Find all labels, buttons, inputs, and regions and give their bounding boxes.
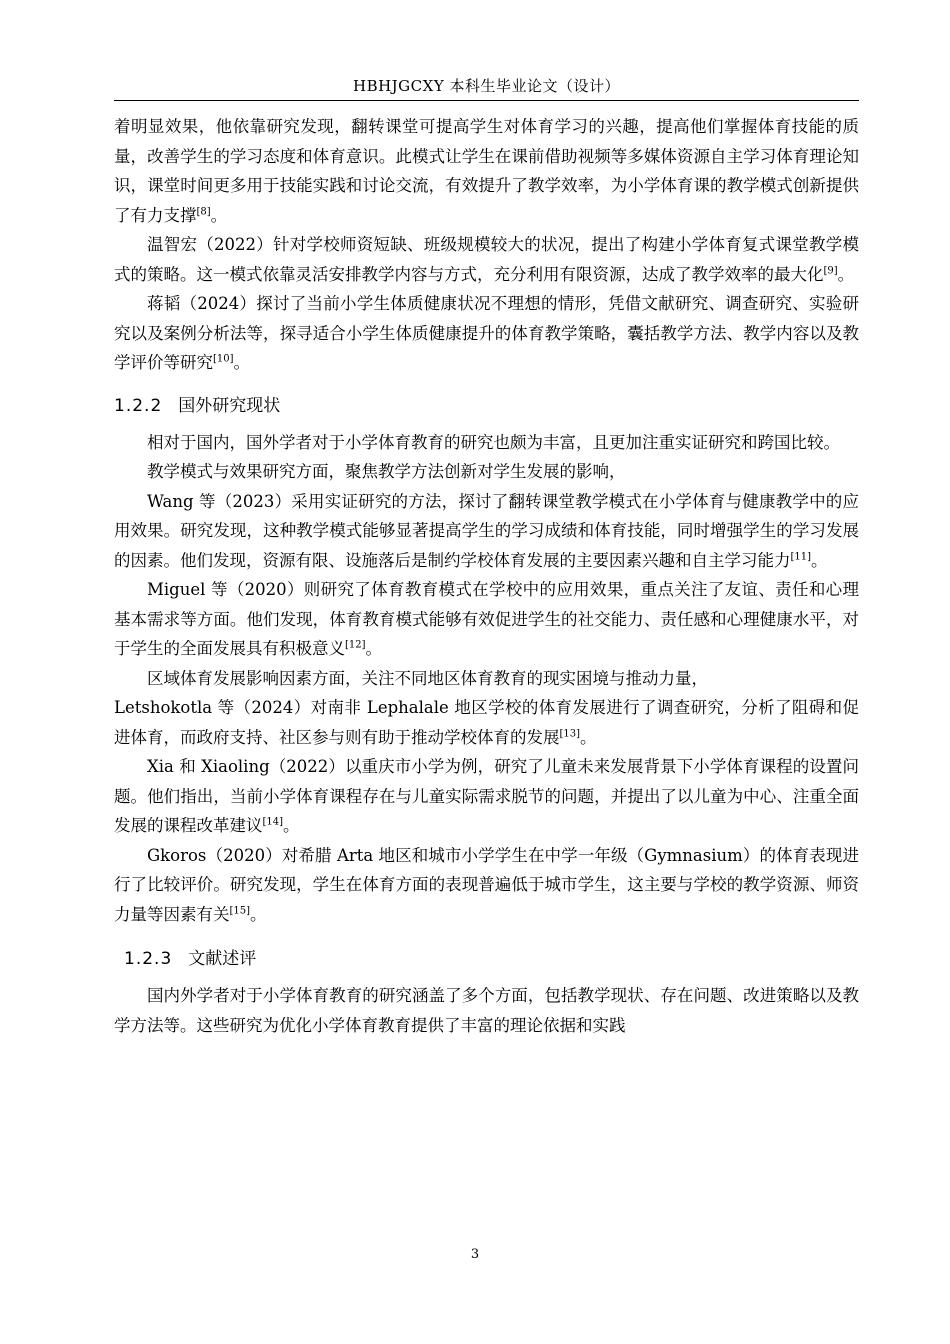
citation: [13] bbox=[559, 728, 581, 739]
paragraph: Miguel 等（2020）则研究了体育教育模式在学校中的应用效果，重点关注了友谊、责任和心理基本需求等方面。他们发现，体育教育模式能够有效促进学生的社交能力、责任感和心理健康水平，对于学生的全面发展具有积极意义[12]。 bbox=[114, 580, 859, 658]
paragraph: 国内外学者对于小学体育教育的研究涵盖了多个方面，包括教学现状、存在问题、改进策略以及教学方法等。这些研究为优化小学体育教育提供了丰富的理论依据和实践 bbox=[114, 986, 859, 1035]
paragraph: 相对于国内，国外学者对于小学体育教育的研究也颇为丰富，且更加注重实证研究和跨国比较。 bbox=[147, 432, 840, 452]
section-heading-1-2-2 bbox=[114, 394, 859, 418]
citation: [9] bbox=[823, 265, 838, 276]
citation: [8] bbox=[196, 206, 211, 217]
paragraph: Wang 等（2023）采用实证研究的方法，探讨了翻转课堂教学模式在小学体育与健康教学中的应用效果。研究发现，这种教学模式能够显著提高学生的学习成绩和体育技能，同时增强学生的学习发展的因素。他们发现，资源有限、设施落后是制约学校体育发展的主要因素兴趣和自主学习能力[11]。 bbox=[114, 491, 859, 570]
header-divider bbox=[114, 100, 859, 101]
paragraph: 蒋韬（2024）探讨了当前小学生体质健康状况不理想的情形，凭借文献研究、调查研究、实验研究以及案例分析法等，探寻适合小学生体质健康提升的体育教学策略，囊括教学方法、教学内容以及教学评价等研究[10]。 bbox=[114, 294, 859, 372]
page-header: HBHJGCXY 本科生毕业论文（设计） bbox=[352, 77, 620, 95]
document-body bbox=[114, 112, 859, 1040]
page-number: 3 bbox=[470, 1247, 480, 1262]
paragraph: Letshokotla 等（2024）对南非 Lephalale 地区学校的体育发展进行了调查研究，分析了阻碍和促进体育，而政府支持、社区参与则有助于推动学校体育的发展[13]。 bbox=[114, 698, 859, 747]
paragraph: 温智宏（2022）针对学校师资短缺、班级规模较大的状况，提出了构建小学体育复式课堂教学模式的策略。这一模式依靠灵活安排教学内容与方式，充分利用有限资源，达成了教学效率的最大化[9]。 bbox=[114, 235, 859, 284]
citation: [10] bbox=[213, 353, 234, 365]
citation: [12] bbox=[345, 639, 366, 651]
section-title: 国外研究现状 bbox=[178, 395, 281, 416]
citation: [11] bbox=[790, 551, 812, 562]
section-number: 1.2.2 bbox=[114, 395, 163, 416]
section-number: 1.2.3 bbox=[124, 949, 173, 969]
paragraph: 区域体育发展影响因素方面，关注不同地区体育教育的现实困境与推动力量， bbox=[147, 668, 708, 688]
paragraph: 教学模式与效果研究方面，聚焦教学方法创新对学生发展的影响， bbox=[147, 462, 626, 481]
paragraph: Gkoros（2020）对希腊 Arta 地区和城市小学学生在中学一年级（Gymnasium）的体育表现进行了比较评价。研究发现，学生在体育方面的表现普遍低于城市学生，这主要与学校的教学资源、师资力量等因素有关[15]。 bbox=[114, 845, 859, 924]
paragraph-continuation: 着明显效果，他依靠研究发现，翻转课堂可提高学生对体育学习的兴趣，提高他们掌握体育技能的质量，改善学生的学习态度和体育意识。此模式让学生在课前借助视频等多媒体资源自主学习体育理论知识，课堂时间更多用于技能实践和讨论交流，有效提升了教学效率，为小学体育课的教学模式创新提供了有力支撑[8]。 bbox=[114, 117, 859, 225]
section-heading-1-2-3 bbox=[124, 947, 859, 971]
citation: [14] bbox=[262, 816, 284, 828]
paragraph: Xia 和 Xiaoling（2022）以重庆市小学为例，研究了儿童未来发展背景下小学体育课程的设置问题。他们指出，当前小学体育课程存在与儿童实际需求脱节的问题，并提出了以儿童为中心、注重全面发展的课程改革建议[14]。 bbox=[114, 757, 859, 835]
citation: [15] bbox=[229, 905, 251, 916]
section-title: 文献述评 bbox=[188, 949, 257, 969]
